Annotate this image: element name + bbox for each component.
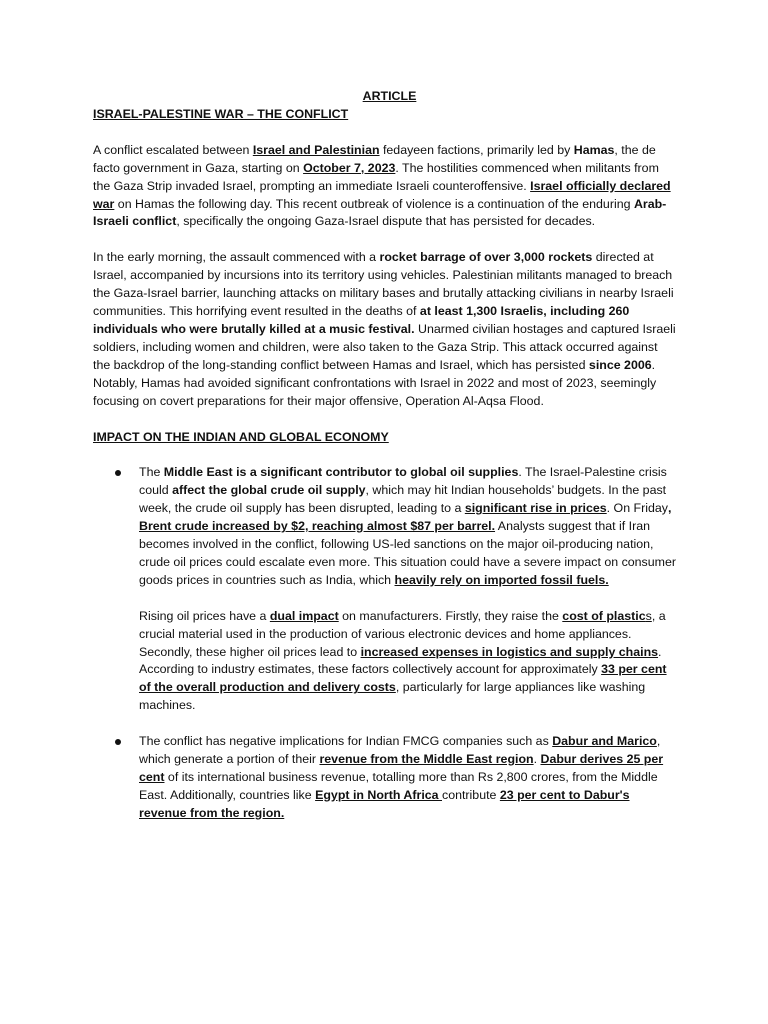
body-text: on manufacturers. Firstly, they raise the [338, 608, 563, 623]
body-text: . The hostilities commenced when militants from the Gaza Strip invaded Israel, prompting an immediate Israeli counteroffensive. [93, 160, 659, 193]
bullet-oil-supply-continuation [139, 608, 678, 715]
emphasis-text: affect the global crude oil supply [172, 483, 366, 498]
emphasis-text: , Brent crude increased by $2, reaching almost $87 per barrel. [139, 501, 672, 534]
body-text: Unarmed civilian hostages and captured Israeli soldiers, including women and children, were also taken to the Gaza Strip. This attack occurred against the backdrop of the long-standing conflict between Hamas and Israel, which has persisted [93, 321, 676, 372]
section-heading-conflict: ISRAEL-PALESTINE WAR – THE CONFLICT [93, 106, 349, 121]
section-heading-economy: IMPACT ON THE INDIAN AND GLOBAL ECONOMY [93, 429, 389, 444]
emphasis-text: Middle East is a significant contributor to global oil supplies [163, 465, 519, 480]
body-text: , which may hit Indian households’ budgets. In the past week, the crude oil supply has been disrupted, leading to a [139, 483, 667, 516]
emphasis-text: Egypt in North Africa [315, 787, 442, 802]
body-text: , particularly for large appliances like washing machines. [139, 680, 646, 713]
emphasis-text: 23 per cent to Dabur's revenue from the region. [139, 787, 630, 820]
bullet-dot-icon [115, 739, 121, 745]
body-text: of its international business revenue, totalling more than Rs 2,800 crores, from the Middle East. Additionally, countries like [139, 770, 658, 802]
emphasis-text: rocket barrage of over 3,000 rockets [379, 250, 593, 265]
body-text: The [139, 465, 164, 480]
body-text: , specifically the ongoing Gaza-Israel dispute that has persisted for decades. [176, 214, 596, 229]
body-text: The conflict has negative implications for Indian FMCG companies such as [139, 734, 553, 749]
body-text: directed at Israel, accompanied by incursions into its territory using vehicles. Palestinian militants managed to breach the Gaza-Israel barrier, launching attacks on military bases and brutally attacking civilians in nearby Israeli communities. This horrifying event resulted in the deaths of [93, 250, 674, 319]
economy-bullet-list [93, 464, 678, 822]
article-title: ARTICLE [362, 89, 417, 103]
body-text: . On Friday [606, 501, 668, 516]
emphasis-text: increased expenses in logistics and supply chains [360, 644, 659, 659]
body-text: on Hamas the following day. This recent outbreak of violence is a continuation of the enduring [114, 196, 634, 211]
bullet-dot-icon [115, 470, 121, 476]
paragraph-assault-details [93, 249, 678, 410]
paragraph-conflict-intro [93, 142, 678, 232]
spacer [93, 124, 678, 142]
list-item [93, 464, 678, 715]
body-text: Analysts suggest that if Iran becomes involved in the conflict, following US-led sanctions on the major oil-producing nation, crude oil prices could escalate even more. This situation could have a severe impact on consumer goods prices in countries such as India, which [139, 519, 676, 587]
bullet-fmcg-companies [139, 733, 678, 823]
emphasis-text: October 7, 2023 [303, 160, 396, 175]
emphasis-text: 33 per cent of the overall production and delivery costs [139, 662, 667, 695]
emphasis-text: significant rise in prices [464, 501, 607, 516]
body-text: . Notably, Hamas had avoided significant confrontations with Israel in 2022 and most of 2023, seemingly focusing on covert preparations for their major offensive, Operation Al-Aqsa Flood. [93, 357, 657, 408]
emphasis-text: cost of plastic [562, 608, 646, 623]
body-text: . The Israel-Palestine crisis could [139, 465, 667, 498]
emphasis-text: at least 1,300 Israelis, including 260 individuals who were brutally killed at a music festival. [93, 304, 630, 336]
document-page [93, 88, 678, 823]
body-text: fedayeen factions, primarily led by [379, 142, 574, 157]
spacer [93, 231, 678, 249]
emphasis-text: s [645, 608, 652, 623]
body-text: Rising oil prices have a [139, 608, 270, 623]
body-text: , a crucial material used in the production of various electronic devices and home appliances. Secondly, these higher oil prices lead to [139, 608, 666, 659]
body-text: In the early morning, the assault commenced with a [93, 250, 380, 265]
emphasis-text: Arab-Israeli conflict [93, 196, 667, 229]
emphasis-text: heavily rely on imported fossil fuels. [394, 572, 609, 587]
bullet-oil-supply [139, 464, 678, 589]
emphasis-text: since 2006 [588, 357, 652, 372]
body-text: , which generate a portion of their [139, 734, 661, 767]
body-text: . [533, 752, 541, 767]
body-text: contribute [442, 787, 500, 802]
spacer [93, 446, 678, 464]
emphasis-text: Israel and Palestinian [252, 142, 380, 157]
body-text: , the de facto government in Gaza, starting on [93, 142, 656, 175]
emphasis-text: Israel officially declared war [93, 178, 671, 211]
emphasis-text: Hamas [573, 142, 615, 157]
body-text: . According to industry estimates, these factors collectively account for approximately [139, 644, 662, 677]
emphasis-text: Dabur derives 25 per cent [139, 752, 664, 784]
emphasis-text: Dabur and Marico [552, 734, 657, 749]
emphasis-text: dual impact [269, 608, 339, 623]
list-item [93, 733, 678, 823]
emphasis-text: revenue from the Middle East region [319, 752, 534, 767]
body-text: A conflict escalated between [93, 142, 253, 157]
spacer [93, 411, 678, 429]
